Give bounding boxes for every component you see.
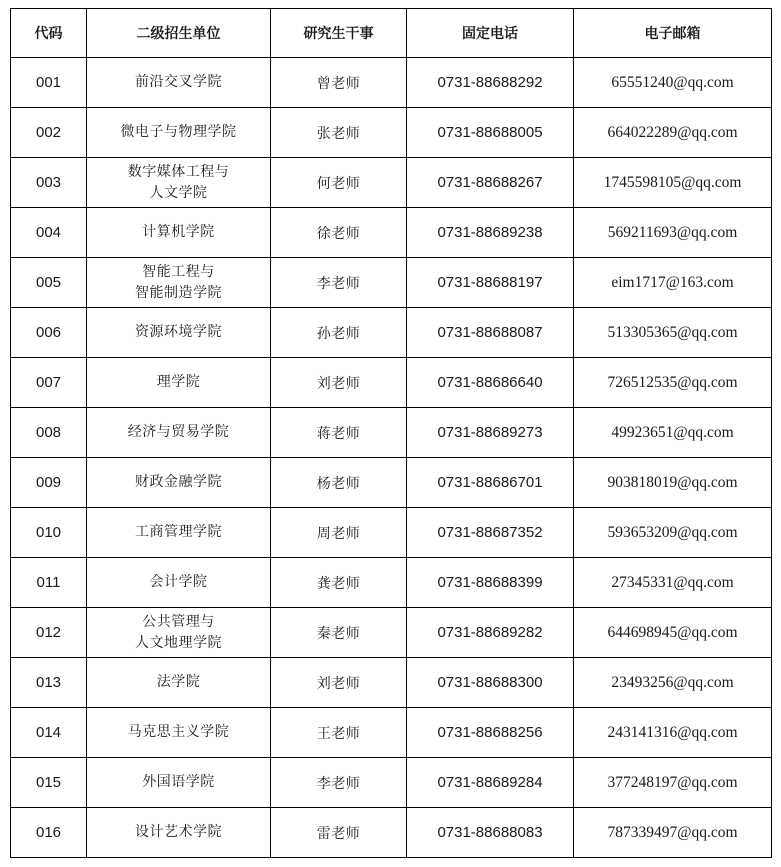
cell-phone: 0731-88686640 xyxy=(407,358,574,408)
cell-phone: 0731-88688087 xyxy=(407,308,574,358)
cell-email: 903818019@qq.com xyxy=(574,458,772,508)
cell-phone: 0731-88688083 xyxy=(407,808,574,858)
table-row xyxy=(11,708,772,758)
cell-unit xyxy=(87,58,271,108)
table-row xyxy=(11,658,772,708)
cell-unit xyxy=(87,758,271,808)
cell-email: 49923651@qq.com xyxy=(574,408,772,458)
cell-code: 001 xyxy=(11,58,87,108)
unit-line: 工商管理学院 xyxy=(135,524,222,540)
table-row xyxy=(11,58,772,108)
cell-unit xyxy=(87,558,271,608)
table-row xyxy=(11,408,772,458)
cell-unit xyxy=(87,208,271,258)
cell-staff: 王老师 xyxy=(271,708,407,758)
cell-unit xyxy=(87,308,271,358)
unit-line: 会计学院 xyxy=(149,574,208,590)
cell-unit xyxy=(87,808,271,858)
cell-phone: 0731-88686701 xyxy=(407,458,574,508)
unit-line: 智能制造学院 xyxy=(135,284,222,301)
cell-phone: 0731-88689282 xyxy=(407,608,574,658)
cell-phone: 0731-88688399 xyxy=(407,558,574,608)
cell-code: 015 xyxy=(11,758,87,808)
unit-line: 数字媒体工程与 xyxy=(127,163,230,180)
table-row xyxy=(11,358,772,408)
cell-email: 593653209@qq.com xyxy=(574,508,772,558)
header-staff: 研究生干事 xyxy=(271,9,407,58)
header-phone: 固定电话 xyxy=(407,9,574,58)
contact-table-container xyxy=(10,8,771,858)
cell-staff: 李老师 xyxy=(271,258,407,308)
cell-code: 004 xyxy=(11,208,87,258)
unit-line: 理学院 xyxy=(156,374,201,390)
cell-email: 377248197@qq.com xyxy=(574,758,772,808)
unit-line: 人文地理学院 xyxy=(135,634,222,651)
cell-phone: 0731-88688005 xyxy=(407,108,574,158)
table-row xyxy=(11,608,772,658)
cell-code: 014 xyxy=(11,708,87,758)
cell-code: 011 xyxy=(11,558,87,608)
cell-unit xyxy=(87,608,271,658)
unit-line: 外国语学院 xyxy=(142,774,215,790)
table-row xyxy=(11,308,772,358)
cell-email: 243141316@qq.com xyxy=(574,708,772,758)
header-unit: 二级招生单位 xyxy=(87,9,271,58)
cell-staff: 蒋老师 xyxy=(271,408,407,458)
cell-staff: 张老师 xyxy=(271,108,407,158)
cell-unit xyxy=(87,108,271,158)
unit-line: 资源环境学院 xyxy=(135,324,222,340)
cell-code: 008 xyxy=(11,408,87,458)
cell-code: 007 xyxy=(11,358,87,408)
cell-email: 787339497@qq.com xyxy=(574,808,772,858)
cell-unit xyxy=(87,658,271,708)
unit-line: 法学院 xyxy=(156,674,201,690)
cell-email: 27345331@qq.com xyxy=(574,558,772,608)
unit-line: 计算机学院 xyxy=(142,224,215,240)
cell-phone: 0731-88687352 xyxy=(407,508,574,558)
table-row xyxy=(11,258,772,308)
cell-phone: 0731-88688256 xyxy=(407,708,574,758)
table-row xyxy=(11,558,772,608)
cell-staff: 刘老师 xyxy=(271,658,407,708)
table-row xyxy=(11,208,772,258)
cell-email: 726512535@qq.com xyxy=(574,358,772,408)
header-code: 代码 xyxy=(11,9,87,58)
cell-email: eim1717@163.com xyxy=(574,258,772,308)
cell-staff: 秦老师 xyxy=(271,608,407,658)
cell-email: 644698945@qq.com xyxy=(574,608,772,658)
cell-code: 013 xyxy=(11,658,87,708)
cell-staff: 杨老师 xyxy=(271,458,407,508)
cell-unit xyxy=(87,358,271,408)
table-row xyxy=(11,808,772,858)
cell-code: 010 xyxy=(11,508,87,558)
table-row xyxy=(11,458,772,508)
cell-email: 1745598105@qq.com xyxy=(574,158,772,208)
unit-line: 经济与贸易学院 xyxy=(127,424,230,440)
unit-line: 马克思主义学院 xyxy=(127,724,230,740)
cell-phone: 0731-88688300 xyxy=(407,658,574,708)
table-header-row xyxy=(11,9,772,58)
cell-code: 009 xyxy=(11,458,87,508)
unit-line: 微电子与物理学院 xyxy=(120,124,237,140)
unit-line: 人文学院 xyxy=(149,184,208,201)
cell-staff: 孙老师 xyxy=(271,308,407,358)
cell-unit xyxy=(87,458,271,508)
cell-staff: 刘老师 xyxy=(271,358,407,408)
cell-unit xyxy=(87,508,271,558)
cell-staff: 何老师 xyxy=(271,158,407,208)
cell-code: 003 xyxy=(11,158,87,208)
cell-email: 569211693@qq.com xyxy=(574,208,772,258)
cell-staff: 徐老师 xyxy=(271,208,407,258)
unit-line: 前沿交叉学院 xyxy=(135,74,222,90)
cell-phone: 0731-88689273 xyxy=(407,408,574,458)
cell-code: 012 xyxy=(11,608,87,658)
cell-code: 005 xyxy=(11,258,87,308)
unit-line: 智能工程与 xyxy=(142,263,215,280)
cell-staff: 雷老师 xyxy=(271,808,407,858)
cell-staff: 周老师 xyxy=(271,508,407,558)
unit-line: 设计艺术学院 xyxy=(135,824,222,840)
table-body xyxy=(11,58,772,858)
cell-phone: 0731-88688197 xyxy=(407,258,574,308)
cell-staff: 龚老师 xyxy=(271,558,407,608)
cell-phone: 0731-88689284 xyxy=(407,758,574,808)
table-row xyxy=(11,758,772,808)
header-email: 电子邮箱 xyxy=(574,9,772,58)
cell-unit xyxy=(87,258,271,308)
unit-line: 公共管理与 xyxy=(142,613,215,630)
cell-phone: 0731-88688292 xyxy=(407,58,574,108)
table-row xyxy=(11,508,772,558)
cell-email: 664022289@qq.com xyxy=(574,108,772,158)
cell-email: 513305365@qq.com xyxy=(574,308,772,358)
cell-email: 23493256@qq.com xyxy=(574,658,772,708)
cell-code: 006 xyxy=(11,308,87,358)
contact-table xyxy=(10,8,772,858)
cell-phone: 0731-88689238 xyxy=(407,208,574,258)
table-row xyxy=(11,158,772,208)
cell-staff: 曾老师 xyxy=(271,58,407,108)
cell-staff: 李老师 xyxy=(271,758,407,808)
table-row xyxy=(11,108,772,158)
cell-unit xyxy=(87,158,271,208)
cell-email: 65551240@qq.com xyxy=(574,58,772,108)
cell-unit xyxy=(87,408,271,458)
cell-phone: 0731-88688267 xyxy=(407,158,574,208)
cell-code: 016 xyxy=(11,808,87,858)
unit-line: 财政金融学院 xyxy=(135,474,222,490)
cell-unit xyxy=(87,708,271,758)
cell-code: 002 xyxy=(11,108,87,158)
